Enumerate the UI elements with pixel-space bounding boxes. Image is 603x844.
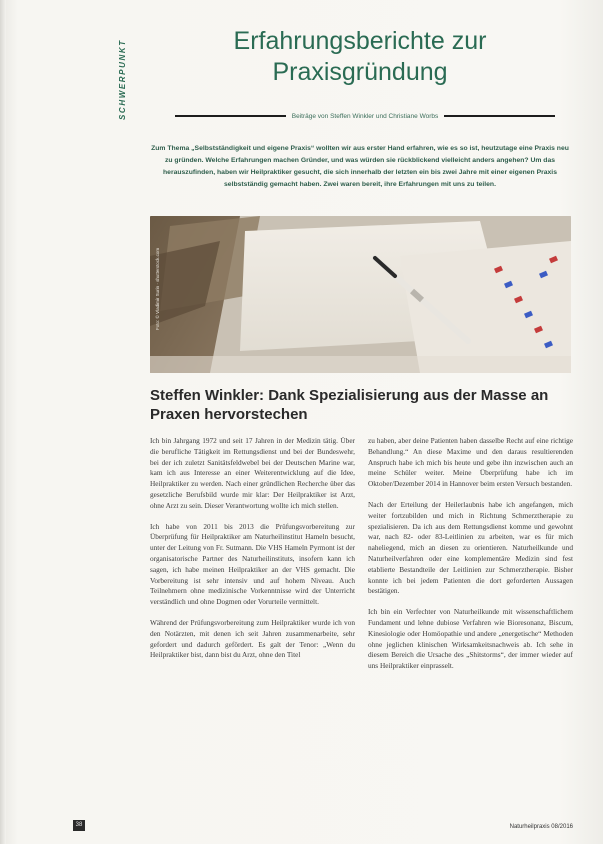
photo-credit: Foto: © Vladimir Surin · shutterstock.com [155, 247, 160, 330]
paragraph: Nach der Erteilung der Heilerlaubnis habe ich angefangen, mich weiter fortzubilden und mich in Richtung Schmerztherapie zu spezialisieren. Da ich aus dem Rettungsdienst komme und gewohnt war, nach 82- oder 83-Leitlinien zu arbeiten, war es für mich naheliegend, mich an diesen zu orientieren. Naturheilkunde und Naturheilverfahren oder eine komplementäre Medizin sind fest etablierte Bestandteile der Leitlinien zur Schmerztherapie. Bisher konnte ich bei jedem Patienten die dort geforderten Aussagen bestätigen. [368, 499, 573, 596]
byline-row [175, 110, 555, 122]
footer-issue: Naturheilpraxis 08/2016 [509, 824, 573, 830]
photo-illustration [150, 216, 571, 373]
paragraph: Ich habe von 2011 bis 2013 die Prüfungsvorbereitung zur Überprüfung für Heilpraktiker am Naturheilinstitut Hameln besucht, unter der Leitung von Fr. Sutmann. Die VHS Hameln Pyrmont ist der organisatorische Partner des Naturheilinstituts, insofern kann ich sagen, ich habe meinen Heilpraktiker an der VHS gemacht. Die Vorbereitung ist sehr intensiv und auf hohem Niveau. Auch Teilnehmern ohne medizinische Vorkenntnisse wird der Unterricht verständlich und ohne Dogmen oder Vorurteile vermittelt. [150, 521, 355, 607]
paragraph: zu haben, aber deine Patienten haben dasselbe Recht auf eine richtige Behandlung.“ An diese Maxime und den daraus resultierenden Anspruch habe ich mich bis heute und gebe ihn inzwischen auch an meine Schüler weiter. Meine Überprüfung habe ich im Oktober/Dezember 2014 in Hannover beim ersten Versuch bestanden. [368, 436, 573, 489]
article-column-right [368, 436, 573, 682]
byline-rule-right [444, 115, 555, 117]
article-photo [150, 216, 571, 373]
paragraph: Ich bin Jahrgang 1972 und seit 17 Jahren in der Medizin tätig. Über die berufliche Tätigkeit im Rettungsdienst und bei der Bundeswehr, bei der ich zuletzt Sanitätsfeldwebel bei der Deutschen Marine war, kam ich aus Interesse an einer Weiterentwicklung auf die Idee, Heilpraktiker zu werden. Nach einer gründlichen Recherche über das gesetzliche Berufsbild wurde mir klar: Der Heilpraktiker ist Arzt, ohne Arzt zu sein. Dieser Verantwortung wollte ich mich stellen. [150, 436, 355, 510]
intro-paragraph: Zum Thema „Selbstständigkeit und eigene Praxis“ wollten wir aus erster Hand erfahren, wie es so ist, heutzutage eine Praxis neu zu gründen. Welche Erfahrungen machen Gründer, und was würden sie rückblickend vielleicht anders angehen? Um das herauszufinden, haben wir Heilpraktiker gesucht, die sich innerhalb der letzten ein bis zwei Jahre mit einer eigenen Praxis selbstständig gemacht haben. Zwei waren bereit, ihre Erfahrungen mit uns zu teilen. [151, 145, 569, 188]
article-column-left [150, 436, 355, 671]
page-title: Erfahrungsberichte zur Praxisgründung [233, 27, 487, 86]
section-kicker: SCHWERPUNKT [118, 39, 127, 120]
byline: Beiträge von Steffen Winkler und Christiane Worbs [291, 112, 439, 120]
paragraph: Ich bin ein Verfechter von Naturheilkunde mit wissenschaftlichem Fundament und lehne dubiose Verfahren wie Bioresonanz, Biscum, Kinesiologie oder Homöopathie und andere „energetische“ Methoden ohne jeglichen klinischen Wirksamkeitsnachweis ab. Ich sehe in diesem Bereich die Ursache des „Shitstorms“, der immer wieder auf uns Heilpraktiker einprasselt. [368, 607, 573, 671]
page-number: 38 [73, 820, 85, 831]
paragraph: Während der Prüfungsvorbereitung zum Heilpraktiker wurde ich von den Notärzten, mit denen ich seit Jahren zusammenarbeite, sehr gefordert und dadurch gefördert. Es galt der Tenor: „Wenn du Heilpraktiker bist, dann bist du Arzt, ohne den Titel [150, 617, 355, 660]
byline-rule-left [175, 115, 286, 117]
page-edge-shadow [0, 0, 6, 844]
section-heading: Steffen Winkler: Dank Spezialisierung aus der Masse an Praxen hervorstechen [150, 387, 549, 423]
